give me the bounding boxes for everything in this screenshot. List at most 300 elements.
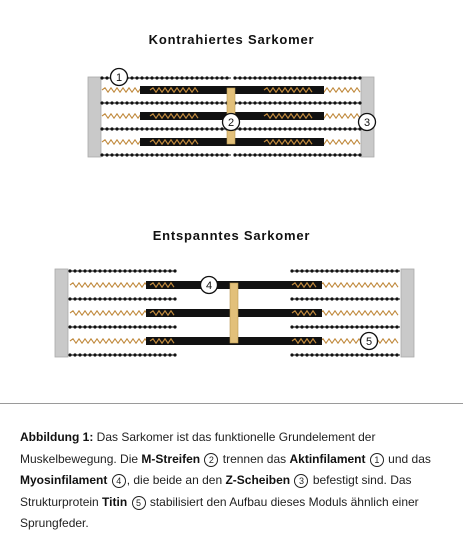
actin-bead (130, 153, 133, 156)
actin-bead (145, 127, 148, 130)
actin-bead (318, 127, 321, 130)
actin-bead (68, 325, 71, 328)
actin-bead (88, 353, 91, 356)
actin-bead (108, 269, 111, 272)
actin-bead (195, 127, 198, 130)
actin-bead (335, 353, 338, 356)
actin-bead (138, 325, 141, 328)
actin-bead (310, 353, 313, 356)
actin-bead (358, 101, 361, 104)
actin-bead (195, 101, 198, 104)
actin-bead (185, 76, 188, 79)
actin-bead (100, 76, 103, 79)
actin-bead (133, 297, 136, 300)
actin-bead (125, 101, 128, 104)
actin-bead (323, 153, 326, 156)
actin-bead (343, 127, 346, 130)
actin-bead (98, 353, 101, 356)
actin-bead (135, 76, 138, 79)
actin-bead (215, 101, 218, 104)
actin-bead (355, 269, 358, 272)
actin-bead (323, 127, 326, 130)
z-disc (55, 269, 68, 357)
actin-bead (180, 127, 183, 130)
actin-bead (390, 353, 393, 356)
actin-bead (313, 127, 316, 130)
actin-bead (163, 297, 166, 300)
actin-bead (350, 269, 353, 272)
actin-bead (153, 269, 156, 272)
actin-bead (313, 76, 316, 79)
actin-bead (263, 127, 266, 130)
marker-myosin-label: 4 (205, 280, 213, 292)
actin-bead (78, 269, 81, 272)
actin-bead (160, 127, 163, 130)
actin-bead (150, 127, 153, 130)
caption-text-5: befestigt sind. Das Strukturprotein (20, 473, 412, 509)
actin-bead (118, 297, 121, 300)
actin-bead (175, 153, 178, 156)
actin-bead (173, 353, 176, 356)
actin-bead (345, 269, 348, 272)
actin-bead (143, 353, 146, 356)
actin-bead (348, 153, 351, 156)
actin-bead (350, 325, 353, 328)
actin-bead (120, 127, 123, 130)
actin-bead (225, 76, 228, 79)
actin-bead (385, 353, 388, 356)
actin-bead (98, 297, 101, 300)
caption-term-m-streifen: M-Streifen (141, 451, 201, 466)
actin-bead (263, 101, 266, 104)
actin-bead (125, 127, 128, 130)
actin-bead (310, 297, 313, 300)
actin-bead (185, 127, 188, 130)
titin-spring (320, 283, 398, 287)
titin-spring (320, 311, 398, 315)
actin-bead (293, 127, 296, 130)
actin-bead (295, 353, 298, 356)
actin-bead (273, 76, 276, 79)
actin-bead (105, 153, 108, 156)
actin-bead (243, 101, 246, 104)
actin-bead (210, 101, 213, 104)
actin-bead (323, 101, 326, 104)
actin-bead (343, 153, 346, 156)
actin-bead (105, 127, 108, 130)
actin-bead (325, 269, 328, 272)
actin-bead (268, 127, 271, 130)
actin-bead (233, 153, 236, 156)
actin-bead (300, 269, 303, 272)
actin-bead (78, 325, 81, 328)
actin-bead (128, 269, 131, 272)
actin-bead (163, 353, 166, 356)
actin-bead (128, 353, 131, 356)
actin-bead (343, 76, 346, 79)
actin-bead (360, 297, 363, 300)
actin-bead (330, 269, 333, 272)
actin-bead (290, 353, 293, 356)
actin-bead (248, 127, 251, 130)
actin-bead (303, 101, 306, 104)
actin-bead (273, 101, 276, 104)
actin-bead (78, 297, 81, 300)
actin-bead (375, 353, 378, 356)
actin-bead (385, 269, 388, 272)
actin-bead (73, 353, 76, 356)
actin-bead (123, 325, 126, 328)
relaxed-sarcomere-diagram (0, 256, 463, 366)
marker-z-disc-label: 3 (363, 117, 371, 129)
actin-bead (305, 269, 308, 272)
actin-bead (328, 127, 331, 130)
actin-bead (168, 269, 171, 272)
z-disc (401, 269, 414, 357)
actin-bead (305, 353, 308, 356)
actin-bead (168, 325, 171, 328)
actin-bead (118, 269, 121, 272)
actin-bead (83, 269, 86, 272)
actin-bead (165, 153, 168, 156)
actin-bead (195, 153, 198, 156)
actin-bead (315, 297, 318, 300)
actin-bead (258, 76, 261, 79)
titin-spring (102, 114, 144, 118)
actin-bead (113, 353, 116, 356)
actin-bead (273, 153, 276, 156)
caption-text-6: stabilisiert den Aufbau dieses Moduls ähnlich einer Sprungfeder. (20, 494, 419, 530)
actin-bead (370, 269, 373, 272)
actin-bead (353, 76, 356, 79)
actin-bead (288, 153, 291, 156)
actin-bead (103, 353, 106, 356)
actin-bead (395, 269, 398, 272)
z-disc (88, 77, 101, 157)
caption-term-titin: Titin (102, 494, 128, 509)
actin-bead (185, 153, 188, 156)
actin-bead (345, 325, 348, 328)
actin-bead (165, 101, 168, 104)
actin-bead (163, 325, 166, 328)
actin-bead (380, 297, 383, 300)
actin-bead (145, 101, 148, 104)
actin-bead (98, 325, 101, 328)
actin-bead (278, 101, 281, 104)
actin-bead (243, 76, 246, 79)
actin-bead (318, 101, 321, 104)
actin-bead (360, 325, 363, 328)
actin-bead (68, 269, 71, 272)
actin-bead (168, 297, 171, 300)
actin-bead (248, 76, 251, 79)
actin-bead (205, 153, 208, 156)
titin-spring (320, 339, 398, 343)
actin-bead (133, 325, 136, 328)
actin-bead (100, 101, 103, 104)
actin-bead (348, 127, 351, 130)
actin-bead (158, 269, 161, 272)
actin-bead (300, 353, 303, 356)
actin-bead (170, 153, 173, 156)
actin-bead (168, 353, 171, 356)
actin-bead (143, 269, 146, 272)
actin-bead (320, 325, 323, 328)
actin-bead (350, 353, 353, 356)
actin-bead (338, 153, 341, 156)
actin-bead (355, 325, 358, 328)
actin-bead (258, 127, 261, 130)
actin-bead (110, 127, 113, 130)
actin-bead (190, 76, 193, 79)
actin-bead (298, 76, 301, 79)
actin-bead (253, 101, 256, 104)
actin-bead (288, 76, 291, 79)
actin-bead (200, 127, 203, 130)
actin-bead (365, 325, 368, 328)
actin-bead (153, 297, 156, 300)
actin-bead (215, 153, 218, 156)
actin-bead (185, 101, 188, 104)
titin-spring (318, 140, 360, 144)
actin-bead (313, 101, 316, 104)
actin-bead (335, 325, 338, 328)
relaxed-sarcomere-title: Entspanntes Sarkomer (152, 228, 311, 243)
actin-bead (353, 127, 356, 130)
actin-bead (190, 153, 193, 156)
actin-bead (73, 297, 76, 300)
actin-bead (325, 353, 328, 356)
actin-bead (298, 127, 301, 130)
actin-bead (315, 269, 318, 272)
actin-bead (293, 76, 296, 79)
actin-bead (318, 153, 321, 156)
caption-marker-3: 3 (294, 474, 308, 488)
actin-bead (88, 269, 91, 272)
actin-bead (268, 101, 271, 104)
actin-bead (365, 297, 368, 300)
actin-bead (145, 153, 148, 156)
actin-bead (200, 101, 203, 104)
actin-bead (140, 153, 143, 156)
actin-bead (148, 269, 151, 272)
actin-bead (333, 153, 336, 156)
actin-bead (238, 76, 241, 79)
actin-bead (103, 269, 106, 272)
actin-bead (328, 101, 331, 104)
actin-bead (150, 153, 153, 156)
actin-bead (345, 297, 348, 300)
actin-bead (385, 297, 388, 300)
actin-bead (173, 325, 176, 328)
actin-bead (395, 297, 398, 300)
actin-bead (323, 76, 326, 79)
actin-bead (278, 127, 281, 130)
caption-text-3: und das (384, 451, 431, 466)
actin-bead (160, 76, 163, 79)
actin-bead (360, 353, 363, 356)
actin-bead (238, 153, 241, 156)
actin-bead (330, 297, 333, 300)
actin-bead (283, 127, 286, 130)
actin-bead (370, 353, 373, 356)
actin-bead (253, 76, 256, 79)
actin-bead (358, 153, 361, 156)
actin-bead (110, 101, 113, 104)
actin-bead (125, 153, 128, 156)
actin-bead (135, 101, 138, 104)
actin-bead (173, 297, 176, 300)
actin-bead (273, 127, 276, 130)
actin-bead (395, 325, 398, 328)
actin-bead (375, 297, 378, 300)
contracted-sarcomere-title: Kontrahiertes Sarkomer (148, 32, 315, 47)
actin-bead (138, 297, 141, 300)
caption-term-myosinfilament: Myosinfilament (20, 473, 108, 487)
actin-bead (138, 269, 141, 272)
actin-bead (380, 325, 383, 328)
actin-bead (140, 76, 143, 79)
actin-bead (135, 127, 138, 130)
actin-bead (103, 297, 106, 300)
actin-bead (93, 269, 96, 272)
actin-bead (155, 127, 158, 130)
actin-bead (315, 353, 318, 356)
actin-bead (170, 127, 173, 130)
actin-bead (295, 269, 298, 272)
actin-bead (253, 127, 256, 130)
actin-bead (165, 127, 168, 130)
actin-bead (370, 325, 373, 328)
actin-bead (355, 353, 358, 356)
actin-bead (153, 353, 156, 356)
actin-bead (288, 101, 291, 104)
actin-bead (105, 76, 108, 79)
actin-bead (300, 325, 303, 328)
caption-marker-5: 5 (132, 496, 146, 510)
actin-bead (308, 76, 311, 79)
actin-bead (123, 269, 126, 272)
actin-bead (163, 269, 166, 272)
figure-caption (20, 427, 450, 535)
actin-bead (155, 153, 158, 156)
actin-bead (310, 269, 313, 272)
actin-bead (288, 127, 291, 130)
actin-bead (128, 297, 131, 300)
actin-bead (298, 101, 301, 104)
caption-text-2: trennen das (219, 451, 290, 466)
actin-bead (375, 325, 378, 328)
actin-bead (290, 325, 293, 328)
actin-bead (390, 297, 393, 300)
actin-bead (175, 127, 178, 130)
actin-bead (140, 127, 143, 130)
actin-bead (88, 297, 91, 300)
actin-bead (138, 353, 141, 356)
actin-bead (375, 269, 378, 272)
actin-bead (148, 325, 151, 328)
actin-bead (348, 101, 351, 104)
actin-bead (300, 297, 303, 300)
actin-bead (118, 353, 121, 356)
actin-bead (345, 353, 348, 356)
titin-spring (70, 283, 148, 287)
actin-bead (130, 101, 133, 104)
titin-spring (102, 140, 144, 144)
actin-bead (268, 76, 271, 79)
actin-bead (108, 353, 111, 356)
actin-bead (158, 297, 161, 300)
actin-bead (220, 76, 223, 79)
actin-bead (210, 153, 213, 156)
actin-bead (268, 153, 271, 156)
actin-bead (215, 76, 218, 79)
actin-bead (293, 153, 296, 156)
actin-bead (370, 297, 373, 300)
actin-bead (200, 76, 203, 79)
actin-bead (233, 76, 236, 79)
actin-bead (100, 127, 103, 130)
actin-bead (335, 297, 338, 300)
actin-bead (253, 153, 256, 156)
actin-bead (258, 153, 261, 156)
actin-bead (200, 153, 203, 156)
actin-bead (83, 325, 86, 328)
caption-label: Abbildung 1: (20, 430, 94, 444)
actin-bead (258, 101, 261, 104)
actin-bead (155, 76, 158, 79)
actin-bead (68, 297, 71, 300)
actin-bead (355, 297, 358, 300)
actin-bead (133, 269, 136, 272)
actin-bead (335, 269, 338, 272)
actin-bead (385, 325, 388, 328)
divider (0, 403, 463, 404)
actin-bead (278, 153, 281, 156)
actin-bead (330, 353, 333, 356)
actin-bead (303, 76, 306, 79)
actin-bead (340, 325, 343, 328)
actin-bead (238, 127, 241, 130)
actin-bead (305, 297, 308, 300)
actin-bead (365, 269, 368, 272)
actin-bead (308, 101, 311, 104)
actin-bead (195, 76, 198, 79)
actin-bead (395, 353, 398, 356)
actin-bead (290, 269, 293, 272)
actin-bead (158, 353, 161, 356)
actin-bead (308, 153, 311, 156)
actin-bead (78, 353, 81, 356)
actin-bead (305, 325, 308, 328)
actin-bead (108, 325, 111, 328)
actin-bead (150, 101, 153, 104)
caption-term-z-scheiben: Z-Scheiben (225, 473, 291, 487)
actin-bead (160, 153, 163, 156)
actin-bead (123, 353, 126, 356)
actin-bead (338, 127, 341, 130)
actin-bead (160, 101, 163, 104)
actin-bead (390, 325, 393, 328)
actin-bead (210, 127, 213, 130)
actin-bead (333, 127, 336, 130)
actin-bead (130, 127, 133, 130)
actin-bead (73, 269, 76, 272)
actin-bead (238, 101, 241, 104)
actin-bead (175, 76, 178, 79)
actin-bead (390, 269, 393, 272)
m-band (230, 283, 238, 343)
